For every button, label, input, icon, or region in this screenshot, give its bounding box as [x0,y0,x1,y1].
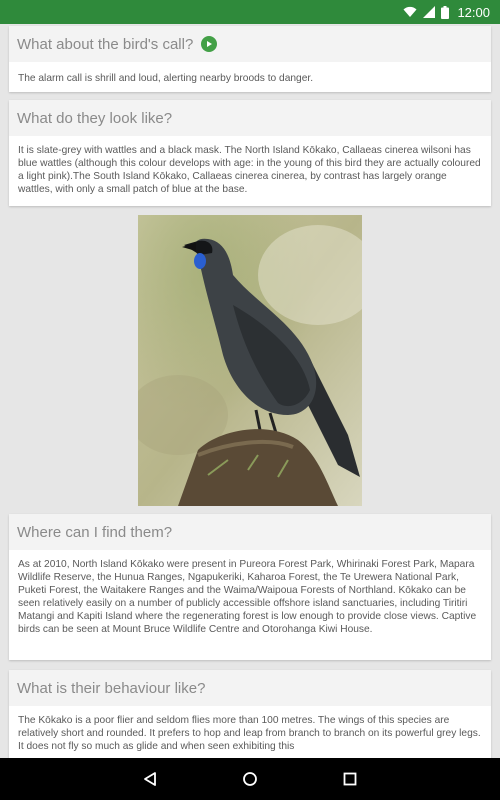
call-card-header [9,26,491,62]
status-bar [0,0,500,24]
navigation-bar [0,758,500,800]
status-time: 12:00 [457,4,490,20]
main-content[interactable] [0,24,500,758]
looks-body: It is slate-grey with wattles and a black mask. The North Island Kōkako, Callaeas cinerea wilsoni has blue wattles (although this colour develops with age: in the young of this bird they are actually coloured a light pink).The South Island Kōkako, Callaeas cinerea cinerea, by contrast has largely orange wattles, with only a small patch of blue at the base. [18,145,481,195]
looks-card [9,100,491,206]
where-title: Where can I find them? [17,523,173,541]
behaviour-card [9,670,491,758]
behaviour-title: What is their behaviour like? [17,679,206,697]
back-icon[interactable] [130,759,170,799]
behaviour-card-header [9,670,491,706]
cell-signal-icon [423,6,435,18]
home-icon[interactable] [230,759,270,799]
where-card [9,514,491,660]
call-title: What about the bird's call? [17,35,194,53]
where-card-header [9,514,491,550]
play-icon[interactable] [201,36,217,52]
where-body: As at 2010, North Island Kōkako were present in Pureora Forest Park, Whirinaki Forest Park, Mapara Wildlife Reserve, the Hunua Ranges, Ngapukeriki, Kaharoa Forest, the Te Urewera National Park, Puketi Forest, the Waitakere Ranges and the Waima/Waipoua Forests of Northland. Kōkako can be seen relatively easily on a number of publicly accessible offshore island sanctuaries, including Tiritiri Matangi and Kapiti Island where the regenerating forest is low enough to provide close views. Captive birds can be seen at Mount Bruce Wildlife Centre and Otorohanga Kiwi House. [18,559,477,635]
recents-icon[interactable] [330,759,370,799]
wifi-icon [403,6,417,18]
looks-card-header [9,100,491,136]
kokako-photo [138,215,362,506]
looks-title: What do they look like? [17,109,173,127]
behaviour-body: The Kōkako is a poor flier and seldom flies more than 100 metres. The wings of this species are relatively short and rounded. It prefers to hop and leap from branch to branch on its powerful grey legs. It does not fly so much as glide and when seen exhibiting this [18,715,481,752]
call-card [9,26,491,92]
call-body: The alarm call is shrill and loud, alerting nearby broods to danger. [18,73,314,84]
battery-icon [441,6,449,19]
